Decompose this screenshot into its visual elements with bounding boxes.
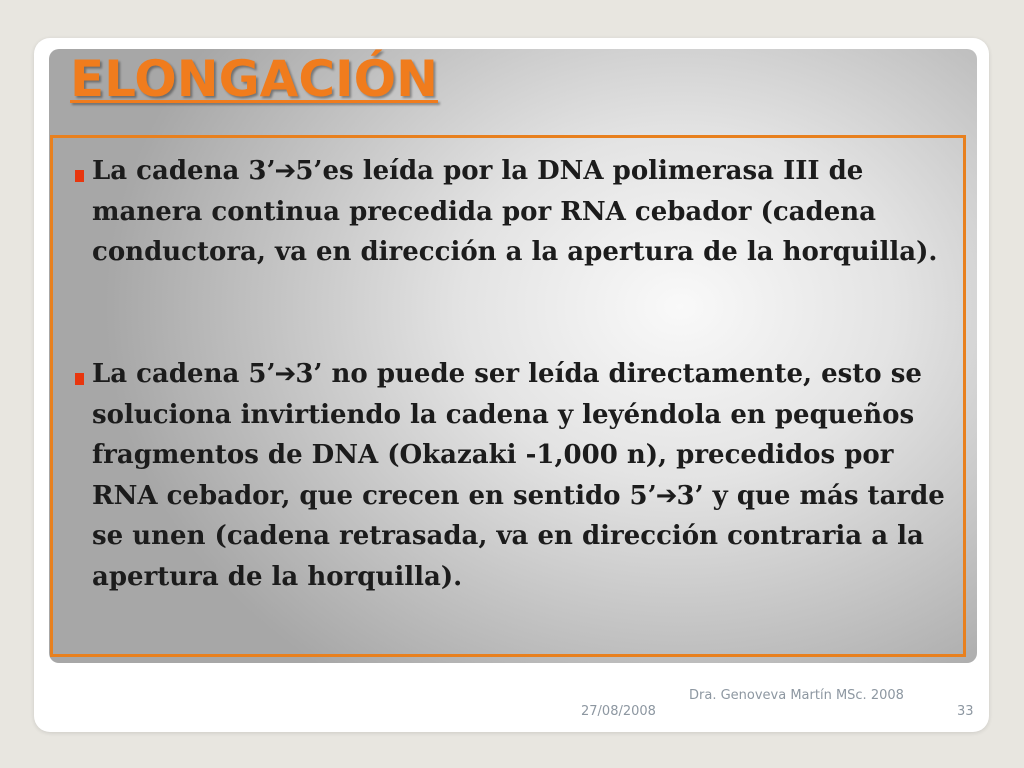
bullet-item-leading-strand [92, 151, 962, 273]
bullet-text: La cadena 5’ [92, 359, 276, 389]
slide-title: ELONGACIÓN [70, 50, 438, 108]
bullet-text: 5’es leída por la DNA polimerasa III de manera continua precedida por RNA cebador (cadena conductora, va en dirección a la apertura de la horquilla). [92, 156, 938, 267]
right-arrow-icon: ➔ [274, 156, 297, 186]
square-bullet-icon [75, 170, 84, 182]
slide-number: 33 [957, 704, 974, 719]
footer-author: Dra. Genoveva Martín MSc. 2008 [689, 688, 904, 703]
bullet-item-lagging-strand [92, 354, 962, 597]
right-arrow-icon: ➔ [655, 480, 678, 511]
square-bullet-icon [75, 373, 84, 385]
bullet-text: 3’ no puede ser leída directamente, esto se soluciona invirtiendo la cadena y leyéndola en pequeños fragmentos de DNA (Okazaki -1,000 n), precedidos por RNA cebador, que crecen en sentido 5’ [92, 359, 922, 511]
bullet-text: 3’ y que más tarde se unen (cadena retrasada, va en dirección contraria a la apertura de la horquilla). [92, 480, 945, 592]
bullet-text: La cadena 3’ [92, 156, 276, 186]
footer-date: 27/08/2008 [581, 704, 656, 719]
right-arrow-icon: ➔ [274, 359, 297, 389]
